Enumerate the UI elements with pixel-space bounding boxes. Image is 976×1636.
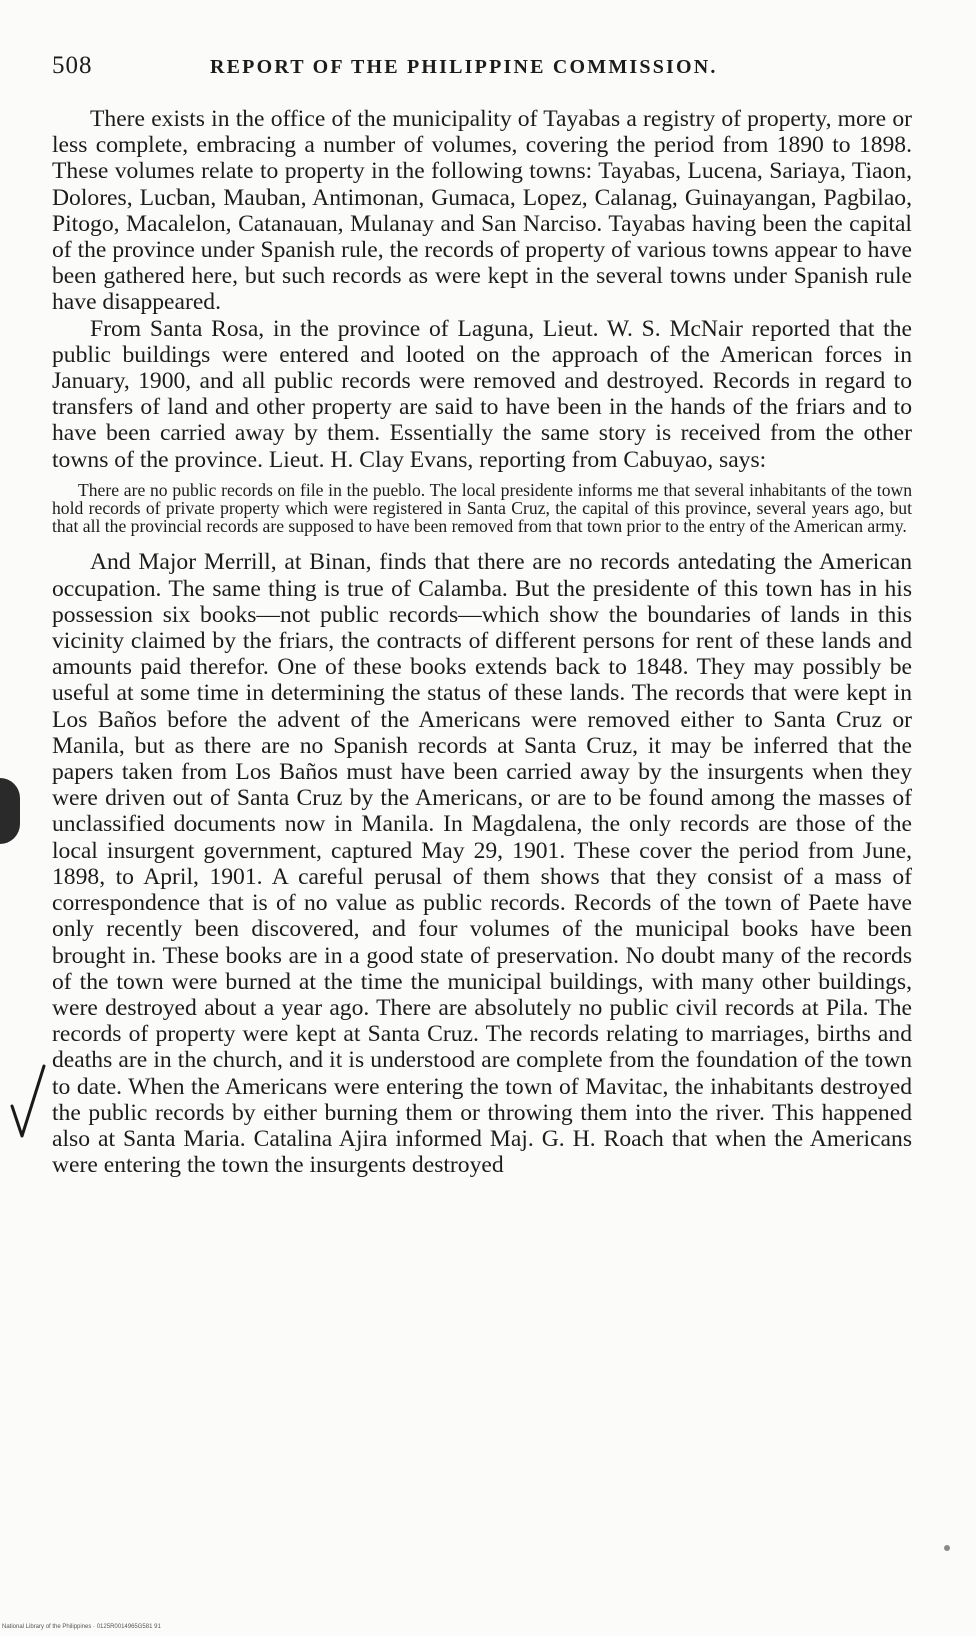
body-text (52, 106, 912, 1178)
page-dot (944, 1545, 950, 1551)
block-quote-cabuyao: There are no public records on file in the pueblo. The local presidente informs me that several inhabitants of the town hold records of private property which were registered in Santa Cruz, the capital of this province, several years ago, but that all the provincial records are supposed to have been removed from that town prior to the entry of the American army. (52, 479, 912, 537)
running-title: REPORT OF THE PHILIPPINE COMMISSION. (210, 56, 718, 78)
paragraph-santa-rosa: From Santa Rosa, in the province of Laguna, Lieut. W. S. McNair reported that the public buildings were entered and looted on the approach of the American forces in January, 1900, and all public records were removed and destroyed. Records in regard to transfers of land and other property are said to have been in the hands of the friars and to have been carried away by them. Essentially the same story is received from the other towns of the province. Lieut. H. Clay Evans, reporting from Cabuyao, says: (52, 315, 912, 473)
check-mark-icon (8, 1062, 48, 1142)
page-header (52, 52, 922, 82)
page-number: 508 (52, 52, 93, 79)
paragraph-merrill-binan: And Major Merrill, at Binan, finds that there are no records antedating the American occupation. The same thing is true of Calamba. But the presidente of this town has in his possession six books—not public records—which show the boundaries of lands in this vicinity claimed by the friars, the contracts of different persons for rent of these lands and amounts paid therefor. One of these books extends back to 1848. They may possibly be useful at some time in determining the status of these lands. The records that were kept in Los Baños before the advent of the Americans were removed either to Santa Cruz or Manila, but as there are no Spanish records at Santa Cruz, it may be inferred that the papers taken from Los Baños must have been carried away by the insurgents when they were driven out of Santa Cruz by the Americans, or are to be found among the masses of unclassified documents now in Manila. In Magdalena, the only records are those of the local insurgent government, captured May 29, 1901. These cover the period from June, 1898, to April, 1901. A careful perusal of them shows that they consist of a mass of correspondence that is of no value as public records. Records of the town of Paete have only recently been discovered, and four volumes of the municipal books have been brought in. These books are in a good state of preservation. No doubt many of the records of the town were burned at the time the municipal buildings, with many other buildings, were destroyed about a year ago. There are absolutely no public civil records at Pila. The records of property were kept at Santa Cruz. The records relating to marriages, births and deaths are in the church, and it is understood are complete from the foundation of the town to date. When the Americans were entering the town of Mavitac, the inhabitants destroyed the public records by either burning them or throwing them into the river. This happened also at Santa Maria. Catalina Ajira informed Maj. G. H. Roach that when the Americans were entering the town the insurgents destroyed (52, 549, 912, 1179)
paragraph-tayabas-registry: There exists in the office of the municipality of Tayabas a registry of property, more or less complete, embracing a number of volumes, covering the period from 1890 to 1898. These volumes relate to property in the following towns: Tayabas, Lucena, Sariaya, Tiaon, Dolores, Lucban, Mauban, Antimonan, Gumaca, Lopez, Calanag, Guinayangan, Pagbilao, Pitogo, Macalelon, Catanauan, Mulanay and San Narciso. Tayabas having been the capital of the province under Spanish rule, the records of property of various towns appear to have been gathered here, but such records as were kept in the several towns under Spanish rule have disappeared. (52, 106, 912, 316)
scan-footer-note: National Library of the Philippines · 0125R0014965G581 91 (2, 1624, 161, 1630)
margin-smudge (0, 778, 20, 844)
